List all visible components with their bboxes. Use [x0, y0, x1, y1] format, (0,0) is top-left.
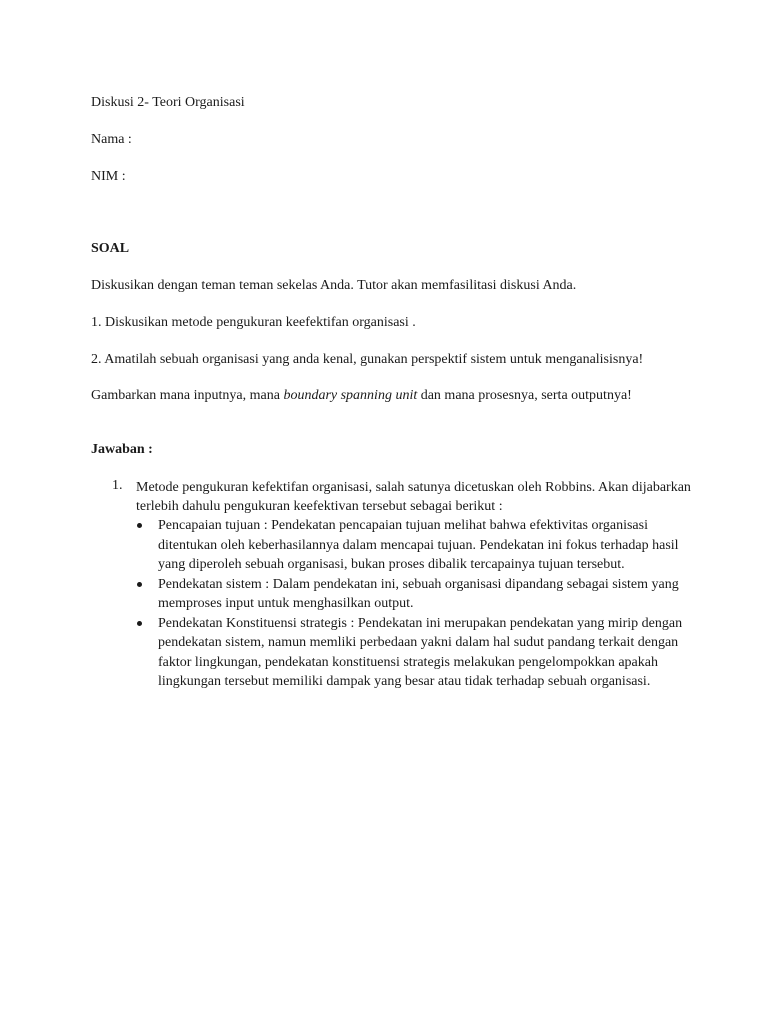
soal-heading: SOAL	[91, 241, 130, 256]
intro-paragraph: Diskusikan dengan teman teman sekelas Anda. Tutor akan memfasilitasi diskusi Anda.	[91, 278, 577, 293]
question-1: 1. Diskusikan metode pengukuran keefektifan organisasi .	[91, 315, 416, 330]
bullet-text: Pendekatan Konstituensi strategis : Pendekatan ini merupakan pendekatan yang mirip dengan pendekatan sistem, namun memliki perbedaan yakni dalam hal sudut pandang terkait dengan faktor lingkungan, pendekatan konstituensi strategis melakukan pengelompokkan apakah lingkungan tersebut memiliki dampak yang besar atau tidak terhadap sebuah organisasi.	[158, 615, 683, 689]
bullet-dot-icon	[137, 523, 142, 528]
instruction-paragraph	[91, 387, 691, 405]
instruction-text-after: dan mana prosesnya, serta outputnya!	[417, 388, 632, 403]
answer-item-1	[91, 478, 691, 692]
instruction-emphasis: boundary spanning unit	[283, 388, 418, 403]
instruction-text-before: Gambarkan mana inputnya, mana	[91, 388, 284, 403]
bullet-pendekatan-sistem	[136, 575, 691, 614]
answer-item-number: 1.	[112, 478, 123, 493]
document-title: Diskusi 2- Teori Organisasi	[91, 95, 245, 110]
answer-bullet-list	[136, 516, 691, 692]
nama-field-label: Nama :	[91, 132, 132, 147]
jawaban-heading: Jawaban :	[91, 442, 153, 457]
bullet-pencapaian-tujuan	[136, 516, 691, 575]
bullet-text: Pendekatan sistem : Dalam pendekatan ini, sebuah organisasi dipandang sebagai sistem yang memproses input untuk menghasilkan output.	[158, 576, 679, 611]
bullet-text: Pencapaian tujuan : Pendekatan pencapaian tujuan melihat bahwa efektivitas organisasi ditentukan oleh keberhasilannya dalam mencapai tujuan. Pendekatan ini fokus terhadap hasil yang diperoleh sebuah organisasi, bukan proses dibalik tercapainya tujuan tersebut.	[158, 518, 679, 572]
bullet-konstituensi-strategis	[136, 614, 691, 692]
nim-field-label: NIM :	[91, 169, 126, 184]
answer-item-text: Metode pengukuran kefektifan organisasi, salah satunya dicetuskan oleh Robbins. Akan dijabarkan terlebih dahulu pengukuran keefektivan tersebut sebagai berikut :	[136, 480, 691, 514]
document-page	[91, 94, 691, 692]
bullet-dot-icon	[137, 582, 142, 587]
question-2: 2. Amatilah sebuah organisasi yang anda kenal, gunakan perspektif sistem untuk menganalisisnya!	[91, 352, 644, 367]
bullet-dot-icon	[137, 621, 142, 626]
